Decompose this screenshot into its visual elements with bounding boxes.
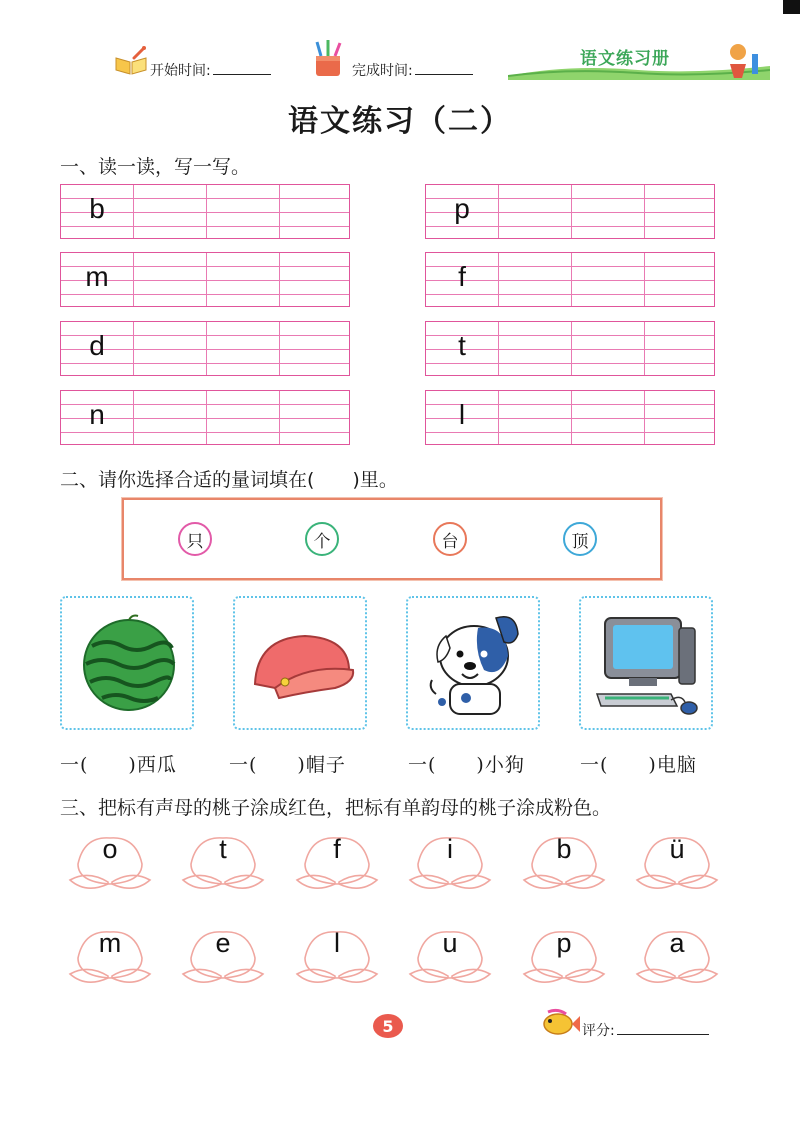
peach-label: t <box>219 834 227 864</box>
pencil-cup-icon <box>308 38 348 82</box>
grid-line <box>206 253 207 306</box>
grid-line <box>61 432 349 433</box>
puppy-icon <box>408 598 542 732</box>
section3-heading: 三、把标有声母的桃子涂成红色，把标有单韵母的桃子涂成粉色。 <box>60 797 612 819</box>
writing-grid[interactable] <box>60 390 350 445</box>
section1-heading: 一、读一读，写一写。 <box>60 156 251 178</box>
grid-line <box>498 391 499 444</box>
peach-label: l <box>334 928 340 958</box>
grid-line <box>498 322 499 375</box>
grid-line <box>279 253 280 306</box>
score-blank[interactable] <box>617 1022 709 1035</box>
grid-line <box>279 322 280 375</box>
writing-grid[interactable] <box>425 252 715 307</box>
peach-row1-0[interactable] <box>58 830 162 910</box>
grid-line <box>206 391 207 444</box>
grid-letter: b <box>89 193 105 224</box>
grid-line <box>644 322 645 375</box>
grid-line <box>498 253 499 306</box>
grid-letter: f <box>458 261 466 292</box>
grid-line <box>133 322 134 375</box>
grid-line <box>279 185 280 238</box>
peach-label: f <box>333 834 341 864</box>
grid-letter: p <box>454 193 470 224</box>
grid-line <box>426 226 714 227</box>
grid-line <box>498 185 499 238</box>
peach-row2-1[interactable] <box>171 924 275 1004</box>
peach-row1-2[interactable] <box>285 830 389 910</box>
peach-row2-3[interactable] <box>398 924 502 1004</box>
peach-row1-4[interactable] <box>512 830 616 910</box>
grid-line <box>426 432 714 433</box>
grid-letter: l <box>458 399 466 430</box>
grid-line <box>644 185 645 238</box>
grid-letter: m <box>85 261 109 292</box>
page-number: 5 <box>373 1014 403 1038</box>
word-tai[interactable]: 台 <box>433 522 467 556</box>
peach-label: e <box>215 928 231 958</box>
score-label: 评分: <box>582 1023 615 1039</box>
word-ding[interactable]: 顶 <box>563 522 597 556</box>
grid-line <box>644 391 645 444</box>
grid-letter: n <box>89 399 105 430</box>
writing-grid[interactable] <box>60 184 350 239</box>
peach-label: p <box>556 928 572 958</box>
brand-banner <box>508 30 770 80</box>
grid-line <box>133 391 134 444</box>
grid-line <box>571 185 572 238</box>
watermelon-icon <box>62 598 196 732</box>
grid-line <box>279 391 280 444</box>
cap-icon <box>235 598 369 732</box>
book-icon <box>114 46 148 80</box>
peach-label: m <box>98 928 122 958</box>
peach-row2-2[interactable] <box>285 924 389 1004</box>
word-ge[interactable]: 个 <box>305 522 339 556</box>
page-title: 语文练习（二） <box>288 104 512 139</box>
word-zhi[interactable]: 只 <box>178 522 212 556</box>
grid-line <box>61 363 349 364</box>
grid-line <box>61 226 349 227</box>
grid-line <box>571 322 572 375</box>
grid-line <box>133 253 134 306</box>
peach-row2-4[interactable] <box>512 924 616 1004</box>
finish-time-label: 完成时间: <box>352 63 413 79</box>
peach-label: ü <box>669 834 685 864</box>
grid-line <box>133 185 134 238</box>
peach-row2-5[interactable] <box>625 924 729 1004</box>
fill-computer[interactable]: 一( )电脑 <box>580 754 697 776</box>
fill-watermelon[interactable]: 一( )西瓜 <box>60 754 177 776</box>
start-time-blank[interactable] <box>213 62 271 75</box>
fish-icon <box>540 1008 580 1042</box>
peach-label: a <box>669 928 685 958</box>
peach-label: o <box>102 834 118 864</box>
grid-line <box>571 253 572 306</box>
grid-letter: d <box>89 330 105 361</box>
writing-grid[interactable] <box>60 252 350 307</box>
computer-icon <box>581 598 715 732</box>
grid-line <box>426 294 714 295</box>
watermelon-card <box>60 596 194 730</box>
fill-cap[interactable]: 一( )帽子 <box>229 754 346 776</box>
peach-row1-5[interactable] <box>625 830 729 910</box>
peach-label: u <box>442 928 458 958</box>
cap-card <box>233 596 367 730</box>
peach-row2-0[interactable] <box>58 924 162 1004</box>
grid-line <box>644 253 645 306</box>
grid-line <box>571 391 572 444</box>
corner-mark <box>783 0 800 14</box>
writing-grid[interactable] <box>60 321 350 376</box>
peach-row1-3[interactable] <box>398 830 502 910</box>
finish-time-blank[interactable] <box>415 62 473 75</box>
writing-grid[interactable] <box>425 184 715 239</box>
writing-grid[interactable] <box>425 321 715 376</box>
puppy-card <box>406 596 540 730</box>
grid-line <box>426 363 714 364</box>
section2-heading: 二、请你选择合适的量词填在( )里。 <box>60 469 398 491</box>
grid-letter: t <box>458 330 466 361</box>
peach-row1-1[interactable] <box>171 830 275 910</box>
computer-card <box>579 596 713 730</box>
grid-line <box>206 185 207 238</box>
start-time-label: 开始时间: <box>150 63 211 79</box>
fill-puppy[interactable]: 一( )小狗 <box>408 754 525 776</box>
peach-label: i <box>447 834 453 864</box>
brand-title: 语文练习册 <box>580 49 670 69</box>
peach-label: b <box>556 834 572 864</box>
writing-grid[interactable] <box>425 390 715 445</box>
grid-line <box>206 322 207 375</box>
grid-line <box>61 294 349 295</box>
